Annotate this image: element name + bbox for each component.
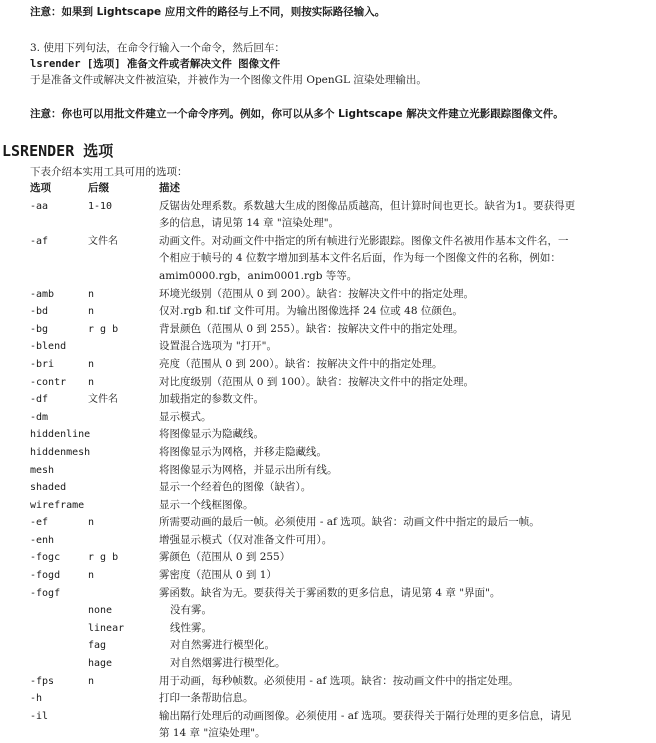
description-line: 多的信息，请见第 14 章 "渲染处理"。 bbox=[159, 217, 340, 230]
description-line: 输出隔行处理后的动画图像。必须使用 - af 选项。要获得关于隔行处理的更多信息，请见 bbox=[159, 709, 572, 722]
description-line: 将图像显示为网格，并显示出所有线。 bbox=[159, 463, 338, 476]
description-line: 对自然雾进行模型化。 bbox=[170, 639, 275, 652]
description-line: 没有雾。 bbox=[170, 604, 212, 617]
option-name: -bg bbox=[30, 323, 49, 335]
option-description bbox=[159, 303, 650, 321]
step-3: 3. 使用下列句法，在命令行输入一个命令，然后回车： bbox=[30, 42, 285, 54]
table-row bbox=[30, 462, 650, 480]
table-row bbox=[30, 637, 650, 655]
option-description bbox=[159, 462, 650, 480]
option-description bbox=[159, 391, 650, 409]
table-row bbox=[30, 585, 650, 603]
options-table bbox=[30, 180, 650, 743]
option-description bbox=[159, 585, 650, 603]
option-description bbox=[170, 620, 650, 638]
table-intro: 下表介绍本实用工具可用的选项： bbox=[30, 166, 188, 178]
option-description bbox=[159, 426, 650, 444]
table-row bbox=[30, 233, 650, 286]
description-line: 用于动画，每秒帧数。必须使用 - af 选项。缺省：按动画文件中的指定处理。 bbox=[159, 674, 519, 687]
option-name: hiddenmesh bbox=[30, 446, 91, 458]
option-description bbox=[159, 198, 650, 233]
option-name: -h bbox=[30, 693, 43, 705]
description-line: 显示模式。 bbox=[159, 410, 212, 423]
description-line: 反锯齿处理系数。系数越大生成的图像品质越高，但计算时间也更长。缺省为1。要获得更 bbox=[159, 199, 576, 212]
table-row bbox=[30, 497, 650, 515]
header-option: 选项 bbox=[30, 182, 51, 194]
option-name: -dm bbox=[30, 411, 49, 423]
description-line: 增强显示模式（仅对准备文件可用）。 bbox=[159, 533, 333, 546]
option-name: -fps bbox=[30, 675, 55, 687]
table-row bbox=[30, 409, 650, 427]
option-description bbox=[159, 374, 650, 392]
command-syntax: lsrender [选项] 准备文件或者解决文件 图像文件 bbox=[30, 58, 281, 70]
description-line: 仅对.rgb 和.tif 文件可用。为输出图像选择 24 位或 48 位颜色。 bbox=[159, 305, 463, 318]
description-line: amim0000.rgb，anim0001.rgb 等等。 bbox=[159, 269, 358, 282]
option-name: shaded bbox=[30, 482, 67, 494]
option-name: wireframe bbox=[30, 499, 85, 511]
syntax-description: 于是准备文件或解决文件被渲染，并被作为一个图像文件用 OpenGL 渲染处理输出。 bbox=[30, 74, 427, 86]
description-line: 显示一个经着色的图像（缺省）。 bbox=[159, 481, 312, 494]
description-line: 显示一个线框图像。 bbox=[159, 498, 254, 511]
option-suffix: n bbox=[88, 306, 95, 318]
option-name: hiddenline bbox=[30, 429, 91, 441]
option-description bbox=[159, 532, 650, 550]
note-path: 注意：如果到 Lightscape 应用文件的路径与上不同，则按实际路径输入。 bbox=[30, 6, 386, 18]
option-name: -amb bbox=[30, 288, 55, 300]
option-description bbox=[159, 567, 650, 585]
option-description bbox=[159, 479, 650, 497]
option-description bbox=[159, 708, 650, 743]
option-suffix: n bbox=[88, 675, 95, 687]
table-row bbox=[30, 321, 650, 339]
table-row bbox=[30, 620, 650, 638]
option-description bbox=[159, 514, 650, 532]
option-name: -bd bbox=[30, 306, 49, 318]
table-row bbox=[30, 356, 650, 374]
option-description bbox=[159, 338, 650, 356]
table-row bbox=[30, 655, 650, 673]
table-row bbox=[30, 602, 650, 620]
option-description bbox=[159, 497, 650, 515]
description-line: 打印一条帮助信息。 bbox=[159, 692, 254, 705]
table-row bbox=[30, 673, 650, 691]
table-row bbox=[30, 532, 650, 550]
option-name: -contr bbox=[30, 376, 67, 388]
option-description bbox=[159, 321, 650, 339]
option-name: -ef bbox=[30, 517, 49, 529]
option-suffix: n bbox=[88, 376, 95, 388]
header-suffix: 后缀 bbox=[88, 182, 109, 194]
option-name: linear bbox=[88, 622, 125, 634]
description-line: 加载指定的参数文件。 bbox=[159, 393, 264, 406]
option-suffix: 1-10 bbox=[88, 200, 113, 212]
option-description bbox=[170, 637, 650, 655]
option-name: fag bbox=[88, 640, 107, 652]
option-description bbox=[159, 356, 650, 374]
table-row bbox=[30, 479, 650, 497]
description-line: 个相应于帧号的 4 位数字增加到基本文件名后面，作为每一个图像文件的名称，例如： bbox=[159, 252, 561, 265]
option-name: -il bbox=[30, 710, 49, 722]
description-line: 环境光级别（范围从 0 到 200）。缺省：按解决文件中的指定处理。 bbox=[159, 287, 474, 300]
option-name: none bbox=[88, 605, 113, 617]
table-row bbox=[30, 567, 650, 585]
description-line: 雾密度（范围从 0 到 1） bbox=[159, 569, 277, 582]
option-suffix: n bbox=[88, 358, 95, 370]
option-name: -fogf bbox=[30, 587, 61, 599]
note-batch: 注意：你也可以用批文件建立一个命令序列。例如，你可以从多个 Lightscape 解决文件建立光影跟踪图像文件。 bbox=[30, 108, 564, 120]
option-description bbox=[159, 549, 650, 567]
description-line: 雾颜色（范围从 0 到 255） bbox=[159, 551, 291, 564]
option-name: -enh bbox=[30, 534, 55, 546]
table-row bbox=[30, 549, 650, 567]
option-suffix: r g b bbox=[88, 552, 119, 564]
description-line: 将图像显示为隐藏线。 bbox=[159, 428, 264, 441]
option-description bbox=[170, 602, 650, 620]
option-name: -fogc bbox=[30, 552, 61, 564]
description-line: 动画文件。对动画文件中指定的所有帧进行光影跟踪。图像文件名被用作基本文件名，一 bbox=[159, 234, 569, 247]
option-name: hage bbox=[88, 658, 113, 670]
option-name: -fogd bbox=[30, 570, 61, 582]
description-line: 所需要动画的最后一帧。必须使用 - af 选项。缺省：动画文件中指定的最后一帧。 bbox=[159, 516, 540, 529]
table-row bbox=[30, 338, 650, 356]
option-name: mesh bbox=[30, 464, 55, 476]
table-row bbox=[30, 198, 650, 233]
description-line: 设置混合选项为 "打开"。 bbox=[159, 340, 277, 353]
table-row bbox=[30, 690, 650, 708]
description-line: 对自然烟雾进行模型化。 bbox=[170, 657, 286, 670]
option-name: -af bbox=[30, 235, 49, 247]
option-name: -aa bbox=[30, 200, 49, 212]
option-name: -blend bbox=[30, 341, 67, 353]
section-title: LSRENDER 选项 bbox=[2, 142, 114, 160]
table-row bbox=[30, 374, 650, 392]
option-description bbox=[159, 673, 650, 691]
table-row bbox=[30, 286, 650, 304]
option-description bbox=[159, 409, 650, 427]
option-suffix: n bbox=[88, 517, 95, 529]
table-row bbox=[30, 708, 650, 743]
option-description bbox=[159, 286, 650, 304]
option-description bbox=[170, 655, 650, 673]
table-row bbox=[30, 426, 650, 444]
table-row bbox=[30, 303, 650, 321]
header-desc: 描述 bbox=[159, 182, 180, 194]
table-row bbox=[30, 514, 650, 532]
description-line: 线性雾。 bbox=[170, 621, 212, 634]
description-line: 第 14 章 "渲染处理"。 bbox=[159, 727, 266, 740]
table-row bbox=[30, 444, 650, 462]
option-suffix: 文件名 bbox=[88, 235, 118, 247]
option-suffix: r g b bbox=[88, 323, 119, 335]
option-description bbox=[159, 233, 650, 286]
option-name: -bri bbox=[30, 358, 55, 370]
option-name: -df bbox=[30, 394, 49, 406]
description-line: 对比度级别（范围从 0 到 100）。缺省：按解决文件中的指定处理。 bbox=[159, 375, 474, 388]
description-line: 亮度（范围从 0 到 200）。缺省：按解决文件中的指定处理。 bbox=[159, 357, 443, 370]
table-header bbox=[30, 180, 650, 198]
option-suffix: n bbox=[88, 570, 95, 582]
option-suffix: n bbox=[88, 288, 95, 300]
option-description bbox=[159, 444, 650, 462]
option-suffix: 文件名 bbox=[88, 394, 118, 406]
option-description bbox=[159, 690, 650, 708]
table-row bbox=[30, 391, 650, 409]
description-line: 雾函数。缺省为无。要获得关于雾函数的更多信息，请见第 4 章 "界面"。 bbox=[159, 586, 501, 599]
description-line: 将图像显示为网格，并移走隐藏线。 bbox=[159, 445, 327, 458]
description-line: 背景颜色（范围从 0 到 255）。缺省：按解决文件中的指定处理。 bbox=[159, 322, 464, 335]
